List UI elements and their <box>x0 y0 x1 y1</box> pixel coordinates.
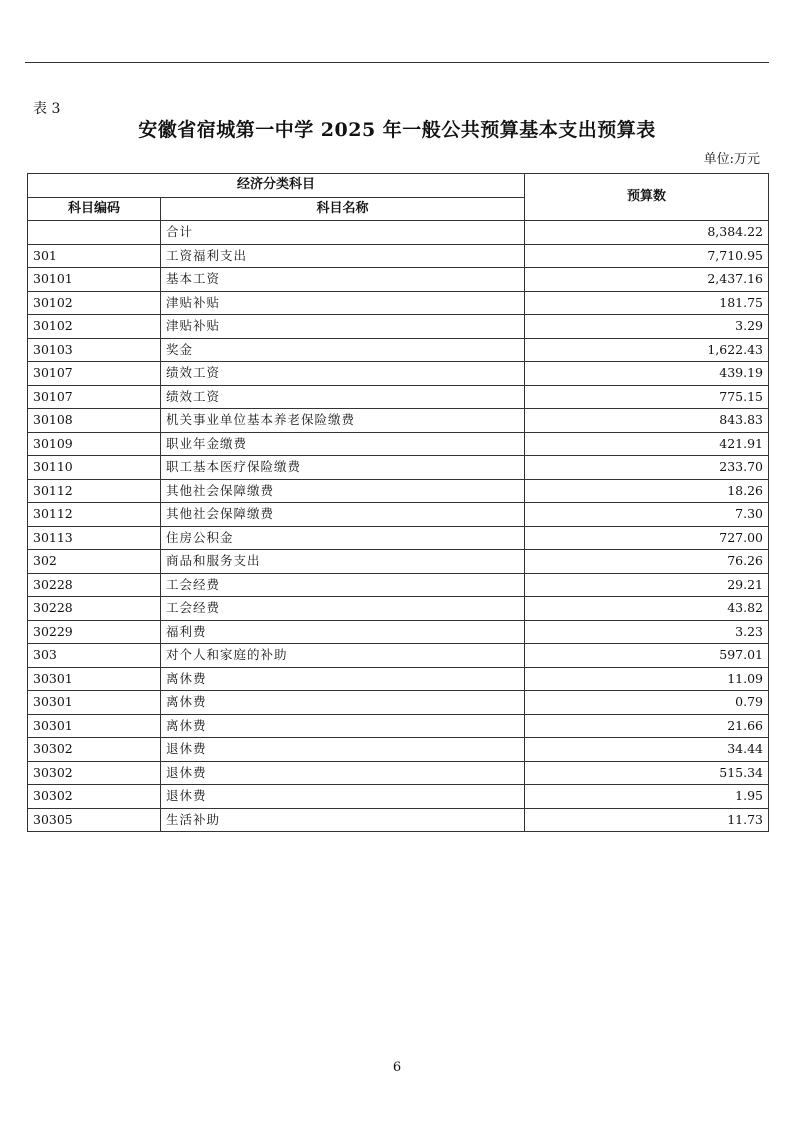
subject-name-cell: 生活补助 <box>161 808 525 832</box>
table-row <box>28 714 769 738</box>
subject-name-cell: 职工基本医疗保险缴费 <box>161 456 525 480</box>
budget-amount-cell: 597.01 <box>525 644 769 668</box>
table-row <box>28 338 769 362</box>
budget-amount-cell: 775.15 <box>525 385 769 409</box>
subject-code-cell: 30229 <box>28 620 161 644</box>
budget-amount-cell: 76.26 <box>525 550 769 574</box>
table-row <box>28 291 769 315</box>
subject-name-cell: 机关事业单位基本养老保险缴费 <box>161 409 525 433</box>
table-row <box>28 738 769 762</box>
unit-label: 单位:万元 <box>703 152 760 167</box>
table-row <box>28 385 769 409</box>
subject-name-cell: 退休费 <box>161 761 525 785</box>
subject-name-cell: 津贴补贴 <box>161 291 525 315</box>
budget-amount-cell: 18.26 <box>525 479 769 503</box>
table-row <box>28 268 769 292</box>
subject-code-cell <box>28 221 161 245</box>
table-row <box>28 432 769 456</box>
table-row <box>28 503 769 527</box>
subject-code-cell: 30302 <box>28 761 161 785</box>
budget-amount-cell: 843.83 <box>525 409 769 433</box>
budget-amount-cell: 421.91 <box>525 432 769 456</box>
header-rule <box>25 62 769 63</box>
budget-table-body <box>28 221 769 832</box>
subject-code-cell: 30302 <box>28 785 161 809</box>
subject-code-cell: 30112 <box>28 479 161 503</box>
table-row <box>28 573 769 597</box>
table-row <box>28 362 769 386</box>
subject-name-cell: 合计 <box>161 221 525 245</box>
budget-amount-cell: 11.73 <box>525 808 769 832</box>
subject-name-cell: 离休费 <box>161 691 525 715</box>
table-row <box>28 315 769 339</box>
table-row <box>28 479 769 503</box>
subject-name-cell: 基本工资 <box>161 268 525 292</box>
budget-amount-cell: 727.00 <box>525 526 769 550</box>
subject-code-cell: 30113 <box>28 526 161 550</box>
subject-code-cell: 30102 <box>28 315 161 339</box>
subject-name-cell: 工会经费 <box>161 573 525 597</box>
subject-code-cell: 301 <box>28 244 161 268</box>
subject-code-cell: 303 <box>28 644 161 668</box>
budget-amount-cell: 1.95 <box>525 785 769 809</box>
table-row <box>28 526 769 550</box>
table-row <box>28 667 769 691</box>
subject-code-cell: 30102 <box>28 291 161 315</box>
subject-code-cell: 30228 <box>28 573 161 597</box>
table-row <box>28 550 769 574</box>
subject-code-cell: 30112 <box>28 503 161 527</box>
budget-amount-header: 预算数 <box>525 174 769 221</box>
subject-name-cell: 其他社会保障缴费 <box>161 479 525 503</box>
subject-name-cell: 奖金 <box>161 338 525 362</box>
table-row <box>28 691 769 715</box>
subject-code-cell: 302 <box>28 550 161 574</box>
budget-amount-cell: 7,710.95 <box>525 244 769 268</box>
subject-name-cell: 绩效工资 <box>161 362 525 386</box>
budget-amount-cell: 0.79 <box>525 691 769 715</box>
subject-name-cell: 工资福利支出 <box>161 244 525 268</box>
subject-name-cell: 离休费 <box>161 714 525 738</box>
budget-amount-cell: 181.75 <box>525 291 769 315</box>
subject-name-cell: 职业年金缴费 <box>161 432 525 456</box>
budget-amount-cell: 3.29 <box>525 315 769 339</box>
table-row <box>28 409 769 433</box>
budget-amount-cell: 34.44 <box>525 738 769 762</box>
subject-code-cell: 30108 <box>28 409 161 433</box>
table-row <box>28 644 769 668</box>
budget-amount-cell: 515.34 <box>525 761 769 785</box>
table-row <box>28 244 769 268</box>
subject-name-cell: 对个人和家庭的补助 <box>161 644 525 668</box>
subject-code-cell: 30228 <box>28 597 161 621</box>
subject-code-cell: 30101 <box>28 268 161 292</box>
subject-name-cell: 商品和服务支出 <box>161 550 525 574</box>
subject-code-cell: 30107 <box>28 385 161 409</box>
subject-code-cell: 30301 <box>28 667 161 691</box>
budget-amount-cell: 233.70 <box>525 456 769 480</box>
budget-amount-cell: 29.21 <box>525 573 769 597</box>
subject-code-cell: 30301 <box>28 691 161 715</box>
subject-name-cell: 绩效工资 <box>161 385 525 409</box>
budget-amount-cell: 21.66 <box>525 714 769 738</box>
subject-code-cell: 30305 <box>28 808 161 832</box>
subject-name-cell: 津贴补贴 <box>161 315 525 339</box>
budget-amount-cell: 7.30 <box>525 503 769 527</box>
economic-classification-header: 经济分类科目 <box>28 174 525 198</box>
page-number: 6 <box>392 1060 402 1075</box>
subject-code-cell: 30110 <box>28 456 161 480</box>
subject-name-cell: 福利费 <box>161 620 525 644</box>
subject-code-cell: 30103 <box>28 338 161 362</box>
subject-name-cell: 退休费 <box>161 785 525 809</box>
budget-amount-cell: 11.09 <box>525 667 769 691</box>
table-row <box>28 785 769 809</box>
budget-amount-cell: 8,384.22 <box>525 221 769 245</box>
subject-name-cell: 其他社会保障缴费 <box>161 503 525 527</box>
subject-code-cell: 30107 <box>28 362 161 386</box>
table-row <box>28 597 769 621</box>
subject-code-cell: 30301 <box>28 714 161 738</box>
document-title: 安徽省宿城第一中学 2025 年一般公共预算基本支出预算表 <box>138 119 656 141</box>
budget-amount-cell: 1,622.43 <box>525 338 769 362</box>
subject-name-cell: 离休费 <box>161 667 525 691</box>
budget-amount-cell: 2,437.16 <box>525 268 769 292</box>
budget-amount-cell: 3.23 <box>525 620 769 644</box>
subject-name-cell: 退休费 <box>161 738 525 762</box>
subject-name-cell: 工会经费 <box>161 597 525 621</box>
table-row <box>28 761 769 785</box>
subject-code-cell: 30302 <box>28 738 161 762</box>
table-row <box>28 221 769 245</box>
subject-name-header: 科目名称 <box>161 197 525 221</box>
table-row <box>28 808 769 832</box>
budget-amount-cell: 439.19 <box>525 362 769 386</box>
table-label: 表 3 <box>33 101 61 117</box>
budget-amount-cell: 43.82 <box>525 597 769 621</box>
budget-table <box>27 173 769 832</box>
subject-code-header: 科目编码 <box>28 197 161 221</box>
subject-code-cell: 30109 <box>28 432 161 456</box>
subject-name-cell: 住房公积金 <box>161 526 525 550</box>
table-row <box>28 456 769 480</box>
table-row <box>28 620 769 644</box>
